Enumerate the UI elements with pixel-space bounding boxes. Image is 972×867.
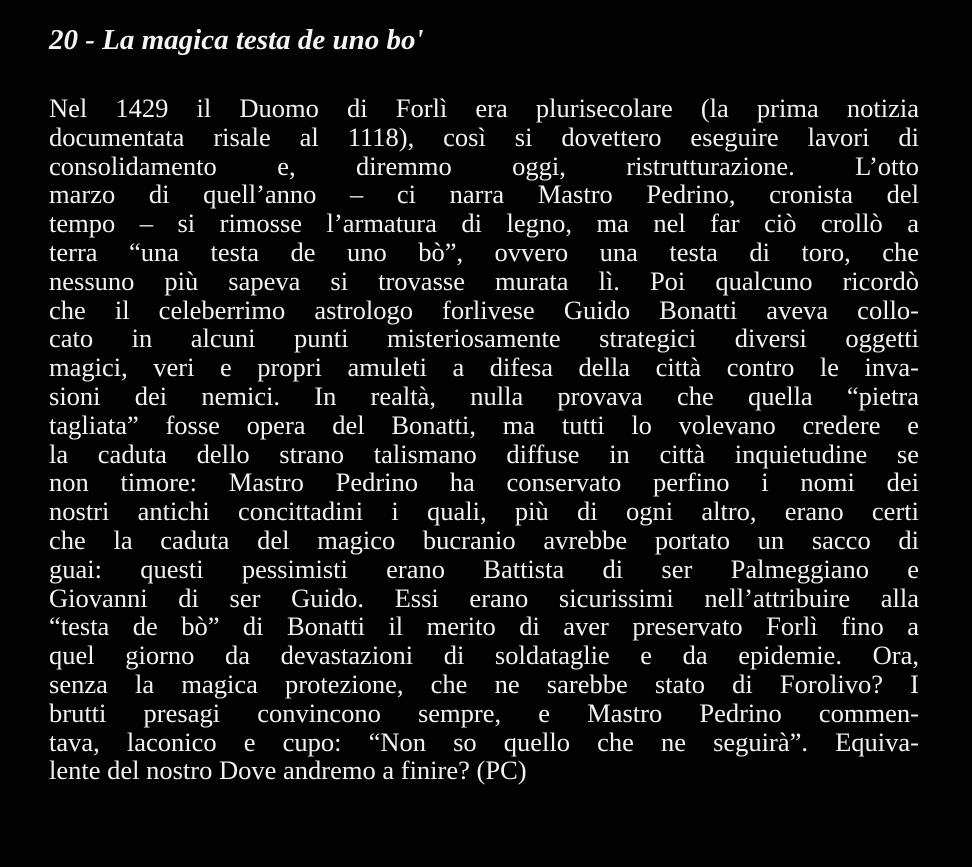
paragraph-line: tava, laconico e cupo: “Non so quello che ne seguirà”. Equiva- xyxy=(49,726,919,757)
paragraph-line: lente del nostro Dove andremo a finire? (PC) xyxy=(49,755,527,786)
paragraph-line: cato in alcuni punti misteriosamente strategici diversi oggetti xyxy=(49,323,919,354)
paragraph-line: documentata risale al 1118), così si dovettero eseguire lavori di xyxy=(49,121,919,152)
paragraph-line: tagliata” fosse opera del Bonatti, ma tutti lo volevano credere e xyxy=(49,409,919,440)
page-title: 20 - La magica testa de uno bo' xyxy=(49,24,424,56)
paragraph-line: brutti presagi convincono sempre, e Mastro Pedrino commen- xyxy=(49,697,919,728)
paragraph-line: non timore: Mastro Pedrino ha conservato perfino i nomi dei xyxy=(49,467,919,498)
paragraph-line: Giovanni di ser Guido. Essi erano sicurissimi nell’attribuire alla xyxy=(49,582,919,613)
paragraph-line: consolidamento e, diremmo oggi, ristrutturazione. L’otto xyxy=(49,150,919,181)
paragraph-line: “testa de bò” di Bonatti il merito di aver preservato Forlì fino a xyxy=(49,611,919,642)
paragraph-line: che il celeberrimo astrologo forlivese Guido Bonatti aveva collo- xyxy=(49,294,919,325)
paragraph-line: marzo di quell’anno – ci narra Mastro Pedrino, cronista del xyxy=(49,179,919,210)
paragraph-line: senza la magica protezione, che ne sarebbe stato di Forolivo? I xyxy=(49,668,919,699)
paragraph-line: la caduta dello strano talismano diffuse in città inquietudine se xyxy=(49,438,919,469)
paragraph-line: guai: questi pessimisti erano Battista di ser Palmeggiano e xyxy=(49,553,919,584)
paragraph-line: che la caduta del magico bucranio avrebbe portato un sacco di xyxy=(49,524,919,555)
paragraph-line: nessuno più sapeva si trovasse murata lì. Poi qualcuno ricordò xyxy=(49,265,919,296)
body-paragraph xyxy=(49,94,919,785)
paragraph-line: quel giorno da devastazioni di soldataglie e da epidemie. Ora, xyxy=(49,640,919,671)
paragraph-line: Nel 1429 il Duomo di Forlì era plurisecolare (la prima notizia xyxy=(49,93,919,123)
paragraph-line: sioni dei nemici. In realtà, nulla provava che quella “pietra xyxy=(49,380,919,411)
paragraph-line: tempo – si rimosse l’armatura di legno, ma nel far ciò crollò a xyxy=(49,208,919,239)
paragraph-line: nostri antichi concittadini i quali, più di ogni altro, erano certi xyxy=(49,496,919,527)
paragraph-line: terra “una testa de uno bò”, ovvero una testa di toro, che xyxy=(49,236,919,267)
paragraph-line: magici, veri e propri amuleti a difesa della città contro le inva- xyxy=(49,352,919,383)
